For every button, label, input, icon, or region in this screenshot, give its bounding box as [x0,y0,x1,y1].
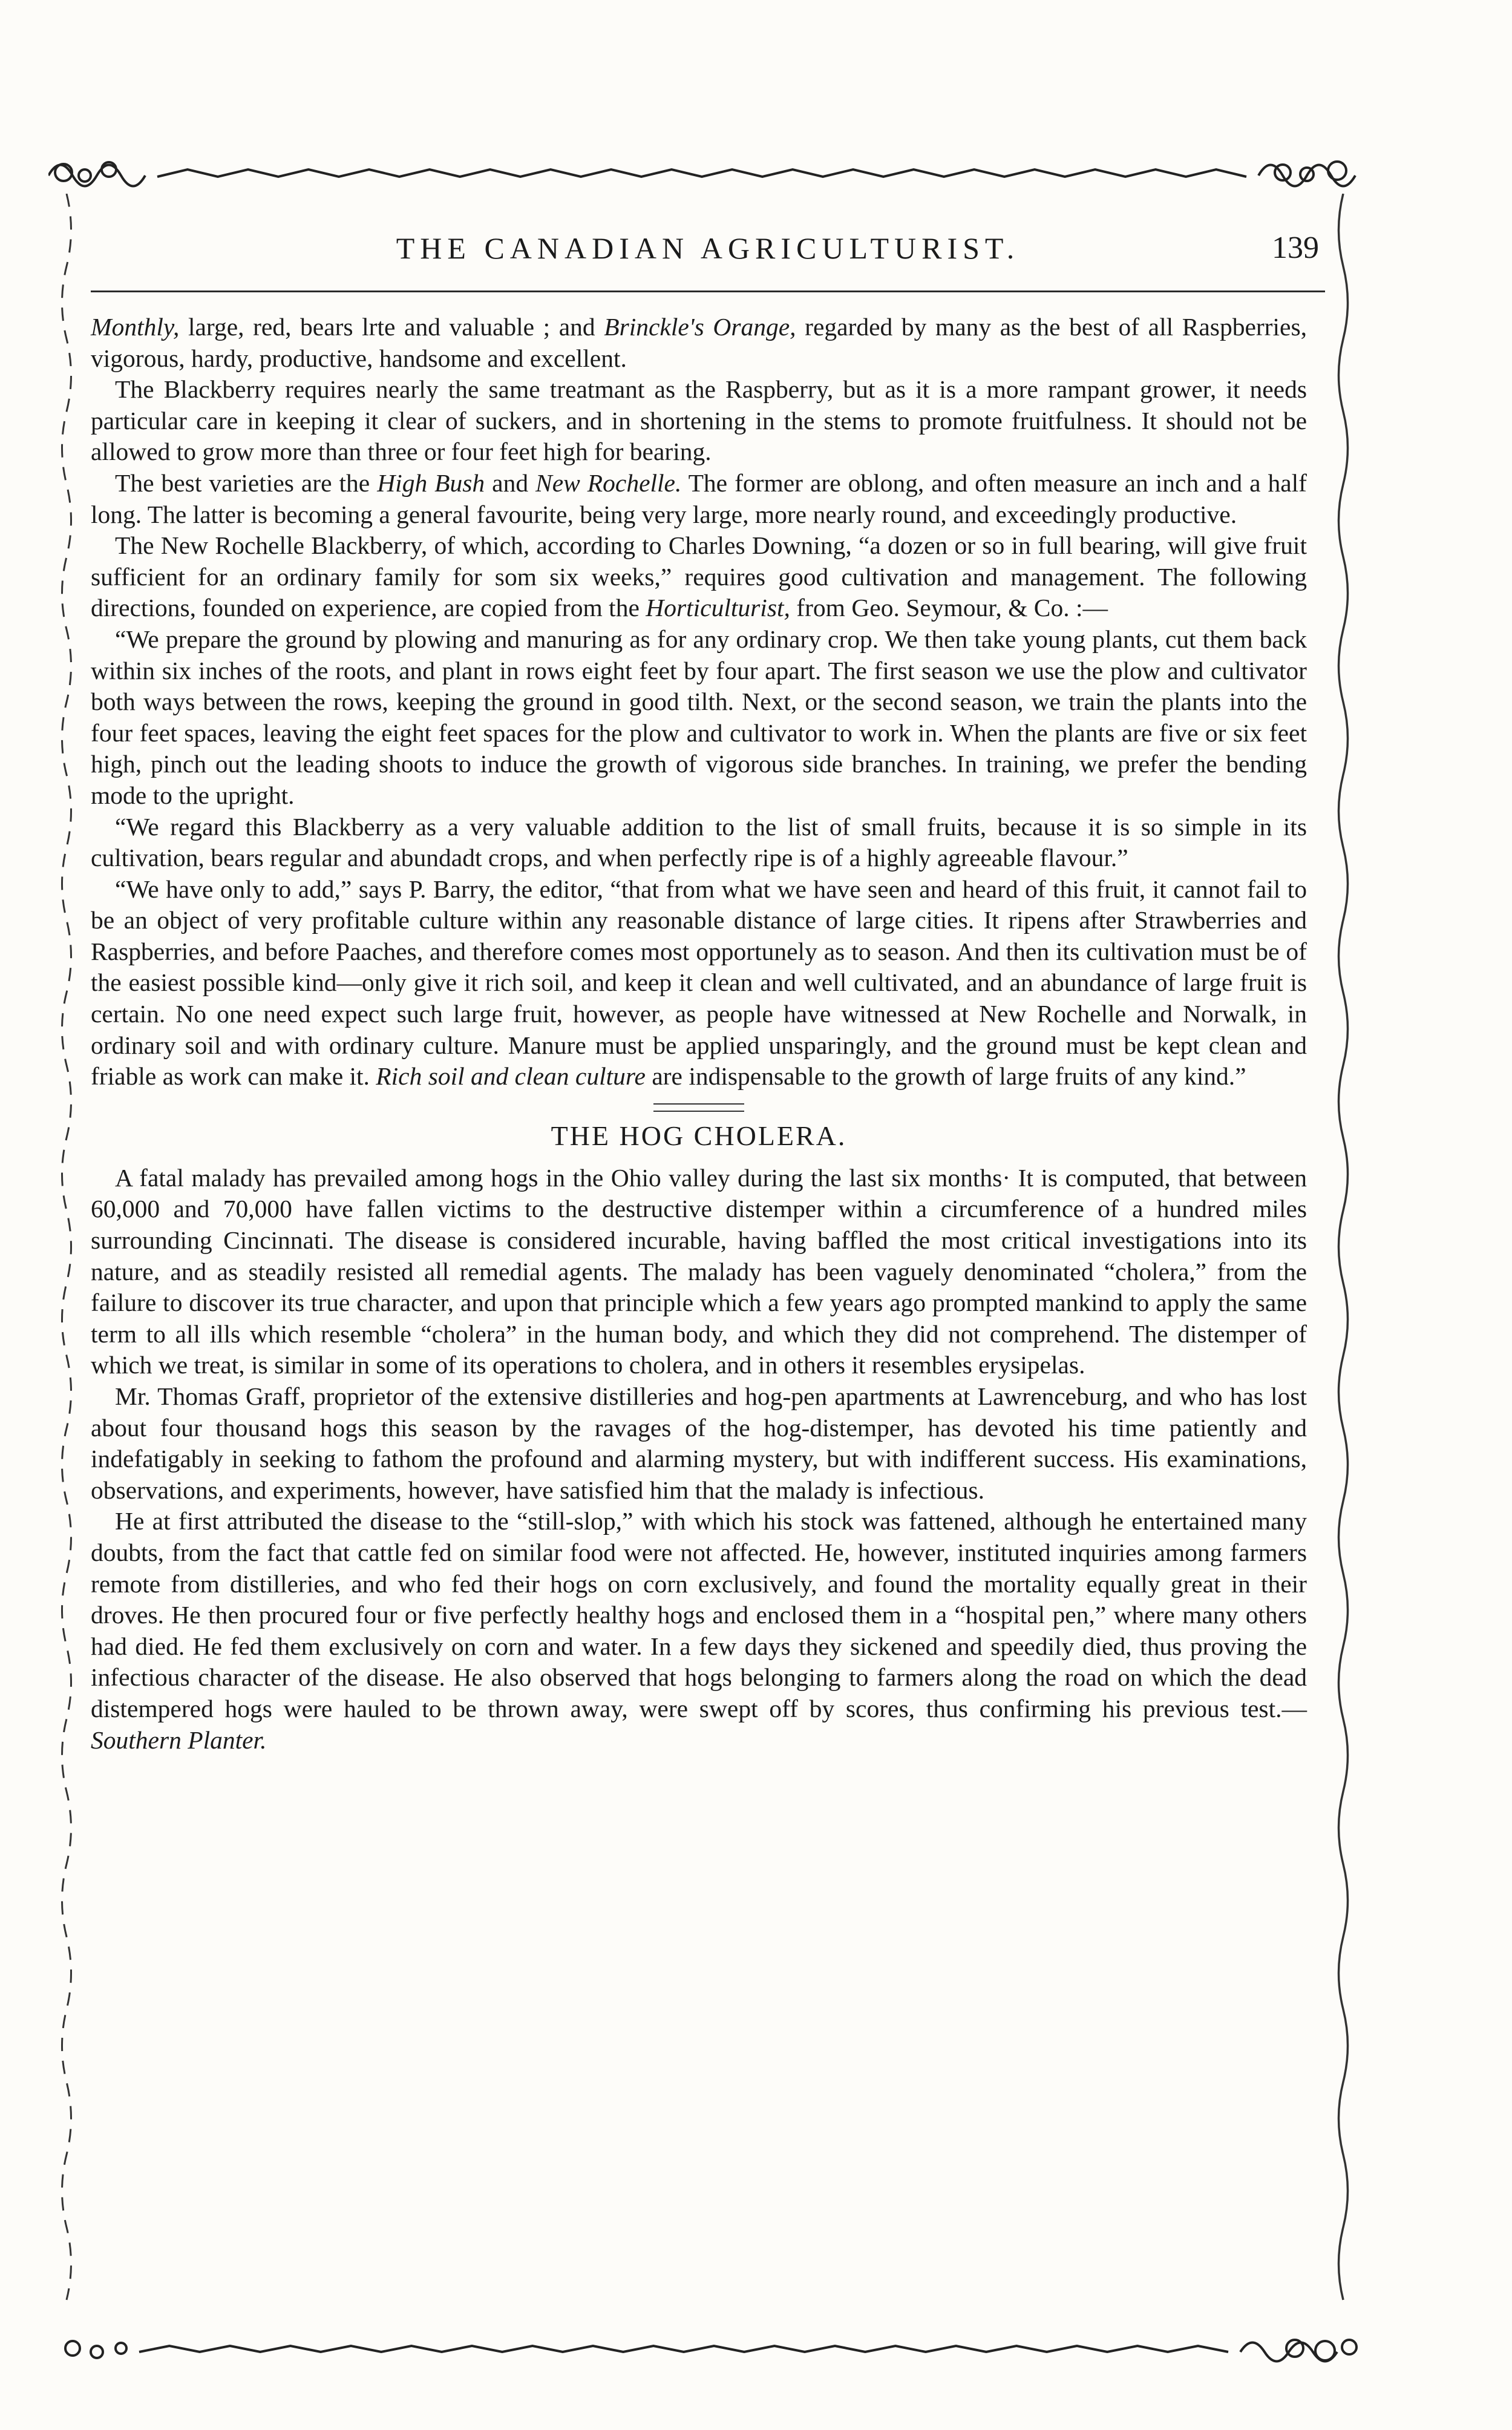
paragraph [91,1381,1307,1506]
article-title: THE HOG CHOLERA. [551,1120,847,1151]
text-run: “We regard this Blackberry as a very valuable addition to the list of small fruits, because it is so simple in its cultivation, bears regular and abundadt crops, and when perfectly ripe is of a highly agreeable flavour.” [91,812,1307,872]
paragraph [91,530,1307,624]
text-run: and [485,468,536,497]
text-run: are indispensable to the growth of large fruits of any kind.” [645,1062,1246,1091]
text-run: The best varieties are the [115,468,378,497]
paragraph [91,1506,1307,1756]
journal-title: THE CANADIAN AGRICULTURIST. [396,231,1020,265]
italic-run: High Bush [377,468,485,497]
text-run: The New Rochelle Blackberry, of which, according to Charles Downing, “a dozen or so in full bearing, will give fruit sufficient for an ordinary family for som six weeks,” requires good cultivation and management. The following directions, founded on experience, are copied from the [91,531,1307,622]
paragraph [91,312,1307,374]
paragraph [91,468,1307,530]
article-hog-cholera [91,1118,1307,1756]
article-blackberry [91,312,1307,1092]
paragraph [91,1163,1307,1381]
text-run: The former are oblong, and often measure an inch and a half long. The latter is becoming a general favourite, being very large, more nearly round, and exceedingly productive. [91,468,1307,528]
text-run: The Blackberry requires nearly the same treatmant as the Raspberry, but as it is a more rampant grower, it needs particular care in keeping it clear of suckers, and in shortening in the stems to promote fruitfulness. It should not be allowed to grow more than three or four feet high for bearing. [91,375,1307,466]
text-run: He at first attributed the disease to the “still-slop,” with which his stock was fattened, although he entertained many doubts, from the fact that cattle fed on similar food were not affected. He, however, instituted inquiries among farmers remote from distilleries, and who fed their hogs on corn exclusively, and found the mortality equally great in their droves. He then procured four or five perfectly healthy hogs and enclosed them in a “hospital pen,” where many others had died. He fed them exclusively on corn and water. In a few days they sickened and speedily died, thus proving the infectious character of the disease. He also observed that hogs belonging to farmers along the road on which the dead distempered hogs were hauled to be thrown away, were swept off by scores, thus confirming his previous test.— [91,1507,1307,1722]
text-run: large, red, bears lrte and valuable ; and [179,313,604,341]
text-run: “We have only to add,” says P. Barry, the editor, “that from what we have seen and heard of this fruit, it cannot fail to be an object of very profitable culture within any reasonable distance of large cities. It ripens after Strawberries and Raspberries, and before Paaches, and therefore comes most opportunely as to season. And then its cultivation must be of the easiest possible kind—only give it rich soil, and keep it clean and well cultivated, and an abundance of large fruit is certain. No one need expect such large fruit, however, as people have witnessed at New Rochelle and Norwalk, in ordinary soil and with ordinary culture. Manure must be applied unsparingly, and the ground must be kept clean and friable as work can make it. [91,875,1307,1091]
body-text-column [91,312,1307,1756]
paragraph [91,812,1307,874]
paragraph [91,874,1307,1092]
article-hog-cholera-paragraphs [91,1163,1307,1756]
text-run: A fatal malady has prevailed among hogs in the Ohio valley during the last six months· It is computed, that between 60,000 and 70,000 have fallen victims to the destructive distemper within a circumference of a hundred miles surrounding Cincinnati. The disease is considered incurable, having baffled the most critical investigations into its nature, and as steadily resisted all remedial agents. The malady has been vaguely denominated “cholera,” from the failure to discover its true character, and upon that principle which a few years ago prompted mankind to apply the same term to all ills which resemble “cholera” in the human body, and which they did not comprehend. The distemper of which we treat, is similar in some of its operations to cholera, and in others it resembles erysipelas. [91,1163,1307,1379]
running-head [91,227,1325,269]
page-number: 139 [1272,231,1319,265]
left-ornament-border [48,194,85,2336]
text-run: “We prepare the ground by plowing and manuring as for any ordinary crop. We then take young plants, cut them back within six inches of the roots, and plant in rows eight feet by four apart. The first season we use the plow and cultivator both ways between the rows, keeping the ground in good tilth. Next, or the second season, we train the plants into the four feet spaces, leaving the eight feet spaces for the plow and cultivator to work in. When the plants are five or six feet high, pinch out the leading shoots to induce the growth of vigorous side branches. In training, we prefer the bending mode to the upright. [91,625,1307,809]
right-ornament-border [1325,194,1361,2336]
header-rule [91,291,1325,292]
italic-run: Southern Planter. [91,1726,267,1754]
italic-run: Brinckle's Orange, [604,313,796,341]
top-ornament-border [48,151,1367,194]
italic-run: Rich soil and clean culture [376,1062,646,1091]
article-blackberry-paragraphs [91,312,1307,1092]
paragraph [91,374,1307,468]
bottom-ornament-border [48,2330,1367,2373]
italic-run: Monthly, [91,313,180,341]
section-divider [653,1103,744,1112]
text-run: regarded by many as the best of all Raspberries, vigorous, hardy, productive, handsome and excellent. [91,313,1307,372]
text-run: from Geo. Seymour, & Co. :— [790,594,1108,622]
paragraph [91,624,1307,812]
italic-run: Horticulturist, [646,594,790,622]
text-run: Mr. Thomas Graff, proprietor of the extensive distilleries and hog-pen apartments at Lawrenceburg, and who has lost about four thousand hogs this season by the ravages of the hog-distemper, has devoted his time patiently and indefatigably in seeking to fathom the profound and alarming mystery, but with indifferent success. His examinations, observations, and experiments, however, have satisfied him that the malady is infectious. [91,1382,1307,1504]
italic-run: New Rochelle. [535,468,682,497]
